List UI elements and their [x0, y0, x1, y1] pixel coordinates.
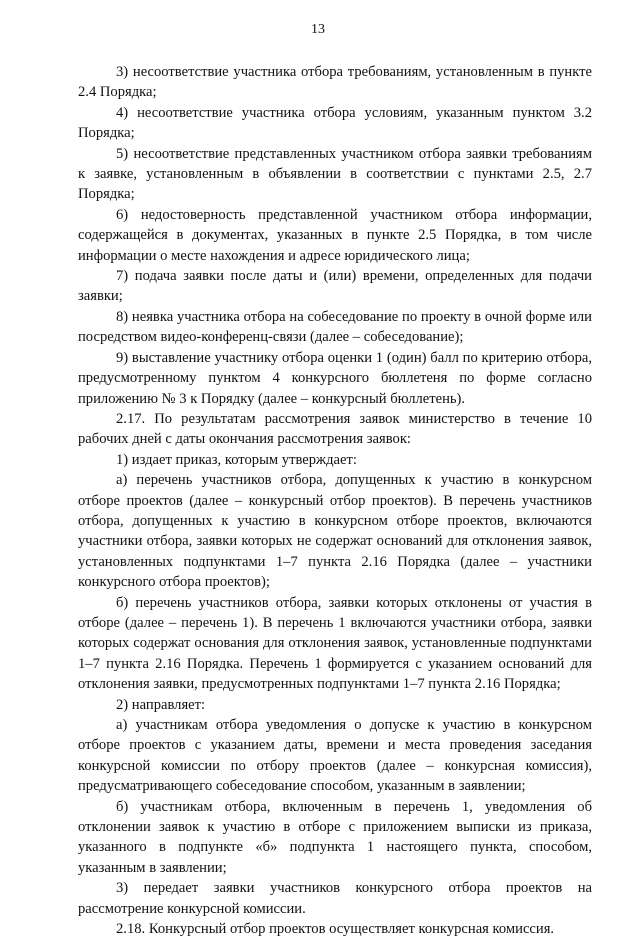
paragraph-subitem-3: 3) передает заявки участников конкурсного отбора проектов на рассмотрение конкурсной комиссии. [78, 880, 592, 917]
paragraph-subitem-1b: б) перечень участников отбора, заявки которых отклонены от участия в отборе (далее – перечень 1). В перечень 1 включаются участники отбора, заявки которых содержат основания для отклонения заявок, установленные подпунктами 1–7 пункта 2.16 Порядка. Перечень 1 формируется с указанием оснований для отклонения заявки, предусмотренных подпунктами 1–7 пункта 2.16 Порядка; [78, 594, 592, 693]
document-body [78, 62, 592, 939]
paragraph-subitem-1a: а) перечень участников отбора, допущенных к участию в конкурсном отборе проектов (далее – конкурсный отбор проектов). В перечень участников отбора, допущенных к участию в конкурсном отборе проектов, включаются участники отбора, заявки которых не содержат оснований для отклонения заявок, установленных подпунктами 1–7 пункта 2.16 Порядка (далее – участники конкурсного отбора проектов); [78, 472, 592, 591]
paragraph-subitem-2b: б) участникам отбора, включенным в перечень 1, уведомления об отклонении заявок к участию в отборе с приложением выписки из приказа, указанного в подпункте «б» подпункта 1 настоящего пункта, способом, указанным в заявлении; [78, 798, 592, 876]
paragraph-subitem-1: 1) издает приказ, которым утверждает: [116, 451, 357, 468]
paragraph-section-2-17: 2.17. По результатам рассмотрения заявок министерство в течение 10 рабочих дней с даты окончания рассмотрения заявок: [78, 410, 592, 448]
paragraph-item-5: 5) несоответствие представленных участником отбора заявки требованиям к заявке, установленным в объявлении в соответствии с пунктами 2.5, 2.7 Порядка; [78, 145, 592, 203]
paragraph-item-6: 6) недостоверность представленной участником отбора информации, содержащейся в документах, указанных в пункте 2.5 Порядка, в том числе информации о месте нахождения и адресе юридического лица; [78, 206, 592, 264]
paragraph-subitem-2: 2) направляет: [116, 696, 206, 713]
paragraph-subitem-2a: а) участникам отбора уведомления о допуске к участию в конкурсном отборе проектов с указанием даты, времени и места проведения заседания конкурсной комиссии по отбору проектов (далее – конкурсная комиссия), предусматривающего собеседование способом, указанным в заявлении; [78, 717, 592, 795]
paragraph-item-4: 4) несоответствие участника отбора условиям, указанным пунктом 3.2 Порядка; [78, 104, 592, 142]
paragraph-section-2-18: 2.18. Конкурсный отбор проектов осуществляет конкурсная комиссия. [116, 921, 555, 938]
page-number: 13 [311, 22, 325, 37]
paragraph-item-8: 8) неявка участника отбора на собеседование по проекту в очной форме или посредством видео-конференц-связи (далее – собеседование); [78, 308, 592, 346]
paragraph-item-9: 9) выставление участнику отбора оценки 1 (один) балл по критерию отбора, предусмотренному пунктом 4 конкурсного бюллетеня по форме согласно приложению № 3 к Порядку (далее – конкурсный бюллетень). [78, 349, 592, 407]
paragraph-item-7: 7) подача заявки после даты и (или) времени, определенных для подачи заявки; [78, 268, 592, 305]
paragraph-item-3: 3) несоответствие участника отбора требованиям, установленным в пункте 2.4 Порядка; [78, 64, 592, 101]
